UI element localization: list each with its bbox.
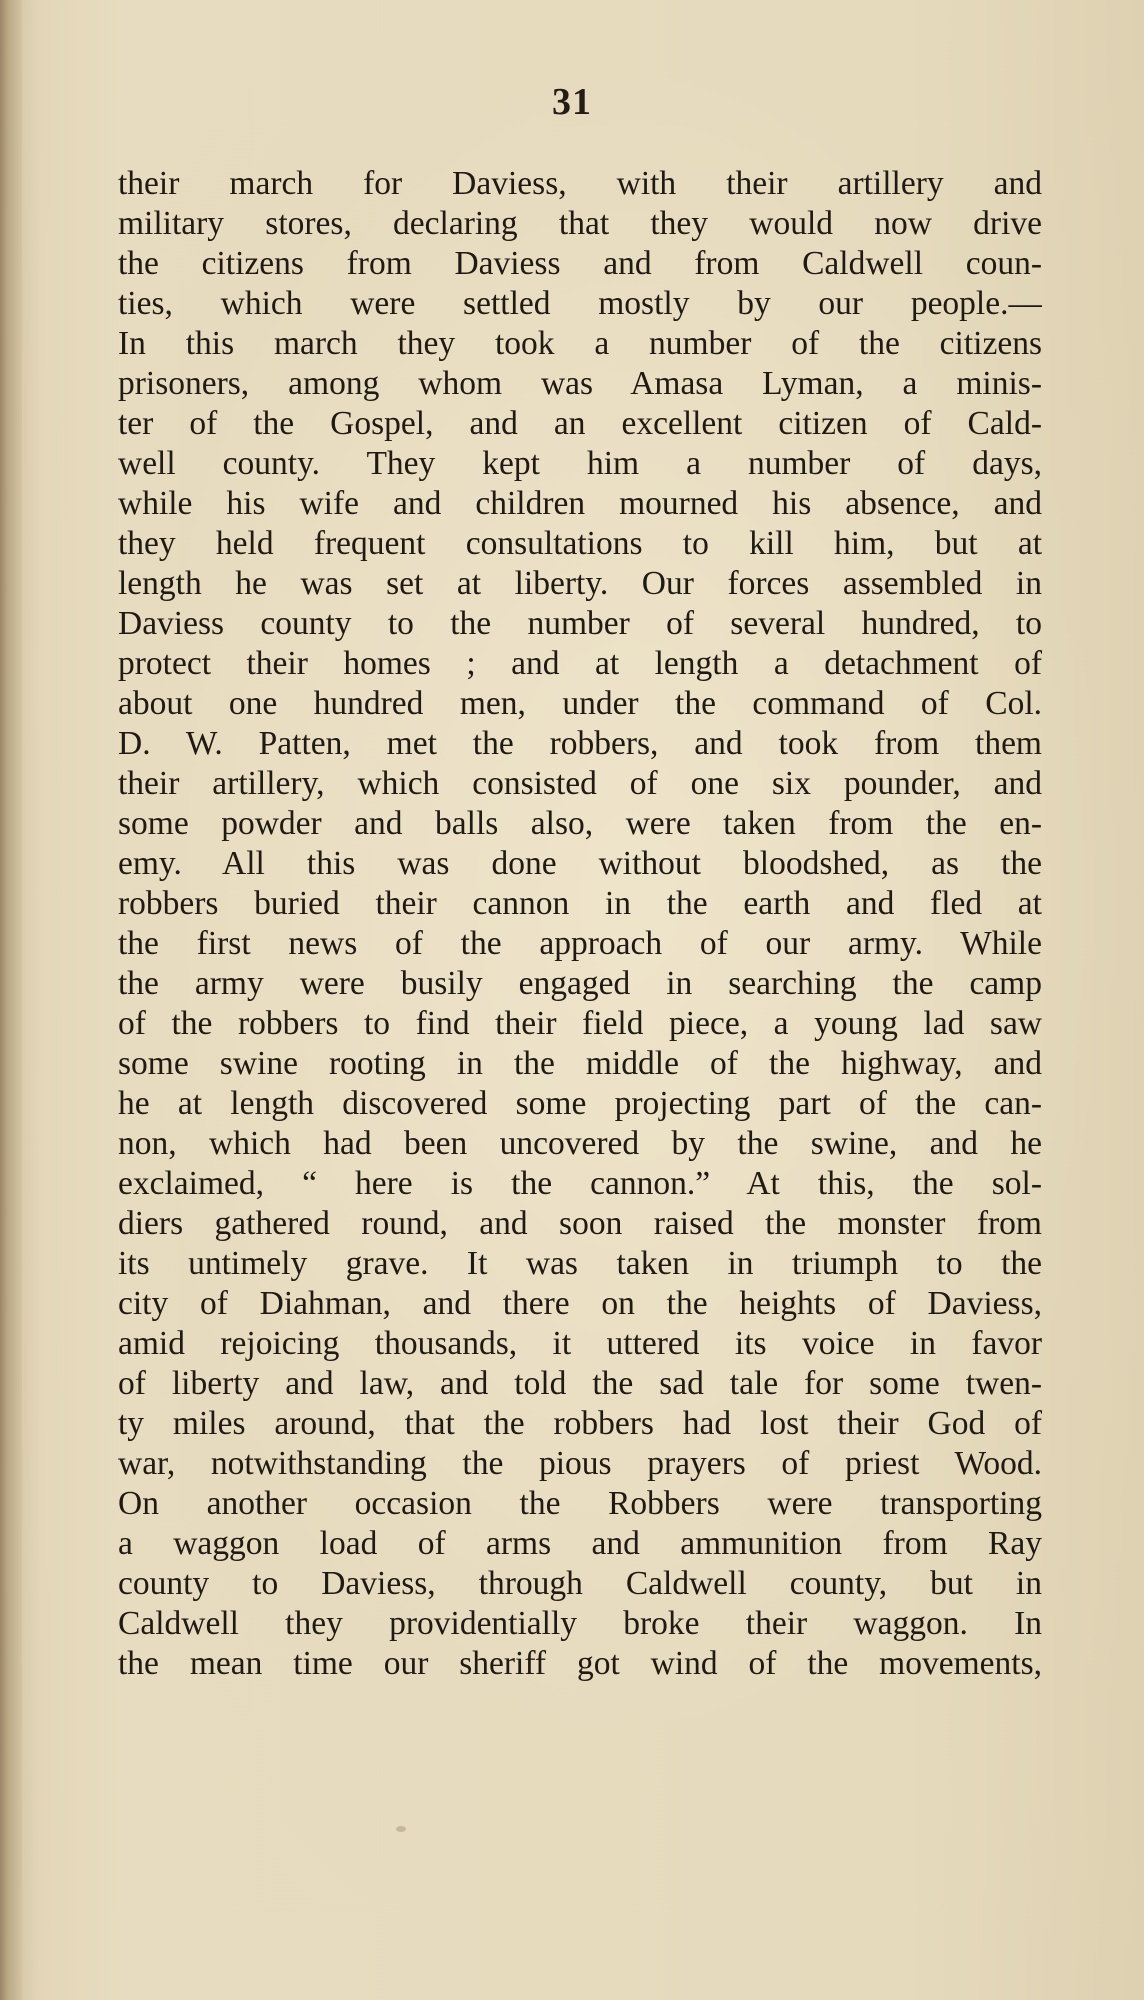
text-line: while his wife and children mourned his absence, and (118, 485, 1042, 522)
text-line: diers gathered round, and soon raised the monster from (118, 1205, 1042, 1242)
text-line: some swine rooting in the middle of the highway, and (118, 1045, 1042, 1082)
text-line: Caldwell they providentially broke their waggon. In (118, 1605, 1042, 1642)
text-line: non, which had been uncovered by the swine, and he (118, 1125, 1042, 1162)
text-line: their march for Daviess, with their artillery and (118, 165, 1042, 202)
text-line: Daviess county to the number of several hundred, to (118, 605, 1042, 642)
text-line: they held frequent consultations to kill him, but at (118, 525, 1042, 562)
text-line: military stores, declaring that they would now drive (118, 205, 1042, 242)
text-line: the citizens from Daviess and from Caldwell coun- (118, 245, 1042, 282)
text-line: robbers buried their cannon in the earth and fled at (118, 885, 1042, 922)
text-line: about one hundred men, under the command of Col. (118, 685, 1042, 722)
text-line: its untimely grave. It was taken in triumph to the (118, 1245, 1042, 1282)
text-line: In this march they took a number of the citizens (118, 325, 1042, 362)
text-line: city of Diahman, and there on the heights of Daviess, (118, 1285, 1042, 1322)
text-line: exclaimed, “ here is the cannon.” At this, the sol- (118, 1165, 1042, 1202)
text-line: D. W. Patten, met the robbers, and took from them (118, 725, 1042, 762)
text-line: their artillery, which consisted of one six pounder, and (118, 765, 1042, 802)
text-line: he at length discovered some projecting part of the can- (118, 1085, 1042, 1122)
text-line: ter of the Gospel, and an excellent citizen of Cald- (118, 405, 1042, 442)
text-line: emy. All this was done without bloodshed, as the (118, 845, 1042, 882)
page-number: 31 (552, 81, 592, 123)
text-line: ties, which were settled mostly by our people.— (118, 285, 1042, 322)
text-line: prisoners, among whom was Amasa Lyman, a minis- (118, 365, 1042, 402)
text-line: amid rejoicing thousands, it uttered its voice in favor (118, 1325, 1042, 1362)
text-line: of the robbers to find their field piece, a young lad saw (118, 1005, 1042, 1042)
text-line: the mean time our sheriff got wind of the movements, (118, 1645, 1042, 1682)
binding-edge (0, 0, 22, 2000)
text-line: county to Daviess, through Caldwell county, but in (118, 1565, 1042, 1602)
text-line: a waggon load of arms and ammunition from Ray (118, 1525, 1042, 1562)
text-line: of liberty and law, and told the sad tale for some twen- (118, 1365, 1042, 1402)
text-line: On another occasion the Robbers were transporting (118, 1485, 1042, 1522)
text-line: the first news of the approach of our army. While (118, 925, 1042, 962)
body-text (118, 164, 1042, 1684)
text-line: war, notwithstanding the pious prayers of priest Wood. (118, 1445, 1042, 1482)
text-line: some powder and balls also, were taken from the en- (118, 805, 1042, 842)
text-line: protect their homes ; and at length a detachment of (118, 645, 1042, 682)
text-line: the army were busily engaged in searching the camp (118, 965, 1042, 1002)
paper-speck (396, 1826, 406, 1832)
text-line: length he was set at liberty. Our forces assembled in (118, 565, 1042, 602)
text-line: ty miles around, that the robbers had lost their God of (118, 1405, 1042, 1442)
text-line: well county. They kept him a number of days, (118, 445, 1042, 482)
